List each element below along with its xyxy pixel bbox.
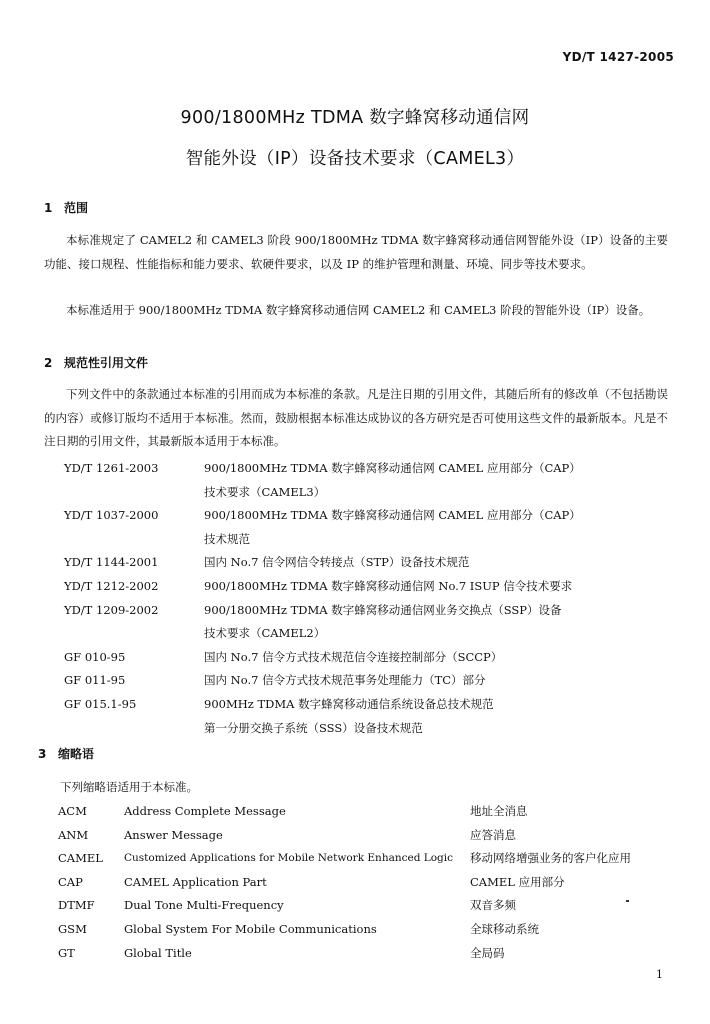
- reference-item: [64, 457, 664, 504]
- abbreviation-chinese: 全局码: [470, 945, 505, 960]
- abbreviation-item: [58, 847, 678, 871]
- reference-title: 国内 No.7 信令网信令转接点（STP）设备技术规范: [204, 555, 470, 570]
- reference-title: 国内 No.7 信令方式技术规范信令连接控制部分（SCCP）: [204, 649, 503, 664]
- abbreviation-code: GT: [58, 945, 75, 960]
- abbreviation-code: ANM: [58, 827, 89, 842]
- abbreviation-english: Customized Applications for Mobile Network Enhanced Logic: [124, 852, 454, 865]
- section-title: 规范性引用文件: [64, 356, 149, 370]
- reference-title: [204, 504, 664, 551]
- reference-list: [64, 457, 664, 740]
- page-number: 1: [656, 968, 663, 981]
- reference-title: 国内 No.7 信令方式技术规范事务处理能力（TC）部分: [204, 673, 486, 688]
- reference-code: YD/T 1209-2002: [64, 602, 159, 617]
- reference-item: [64, 504, 664, 551]
- abbreviation-english: Address Complete Message: [124, 804, 286, 818]
- reference-code: GF 015.1-95: [64, 696, 137, 711]
- abbreviation-code: CAP: [58, 874, 83, 889]
- section-number: 1: [44, 201, 53, 215]
- section-title: 缩略语: [58, 747, 95, 761]
- reference-title: 900/1800MHz TDMA 数字蜂窝移动通信网 No.7 ISUP 信令技术要求: [204, 578, 573, 593]
- abbreviation-item: [58, 894, 678, 918]
- abbreviation-chinese: 全球移动系统: [470, 921, 539, 936]
- document-title-line2: 智能外设（IP）设备技术要求（CAMEL3）: [185, 149, 525, 169]
- scope-paragraph-2: 本标准适用于 900/1800MHz TDMA 数字蜂窝移动通信网 CAMEL2 和 CAMEL3 阶段的智能外设（IP）设备。: [66, 303, 651, 317]
- section-heading-abbreviations: [38, 745, 94, 762]
- reference-item: [64, 693, 664, 740]
- section-number: 3: [38, 747, 47, 761]
- abbreviation-chinese: 地址全消息: [470, 804, 528, 818]
- reference-code: YD/T 1212-2002: [64, 578, 159, 593]
- abbreviation-item: [58, 824, 678, 848]
- document-title-line1: 900/1800MHz TDMA 数字蜂窝移动通信网: [180, 108, 530, 128]
- reference-title-line: 900/1800MHz TDMA 数字蜂窝移动通信网 CAMEL 应用部分（CAP）: [204, 461, 581, 475]
- reference-title-line: 技术要求（CAMEL2）: [204, 626, 326, 641]
- reference-title-line: 900MHz TDMA 数字蜂窝移动通信系统设备总技术规范: [204, 696, 494, 711]
- abbreviation-item: [58, 918, 678, 942]
- reference-code: YD/T 1261-2003: [64, 461, 159, 475]
- section-heading-scope: [44, 199, 88, 216]
- reference-title-line: 技术要求（CAMEL3）: [204, 484, 326, 499]
- abbreviation-list: [58, 800, 678, 965]
- abbreviation-english: Dual Tone Multi-Frequency: [124, 898, 284, 913]
- abbreviation-code: CAMEL: [58, 851, 103, 866]
- abbreviation-item: [58, 871, 678, 895]
- section-title: 范围: [64, 201, 89, 215]
- abbreviation-item: [58, 942, 678, 966]
- standard-code: YD/T 1427-2005: [562, 50, 674, 64]
- abbreviation-chinese: 双音多频: [470, 898, 516, 913]
- reference-title-line: 900/1800MHz TDMA 数字蜂窝移动通信网业务交换点（SSP）设备: [204, 602, 562, 617]
- reference-title: [204, 457, 664, 504]
- abbreviation-code: ACM: [58, 804, 87, 818]
- abbreviation-item: [58, 800, 678, 824]
- scope-paragraph-1: 本标准规定了 CAMEL2 和 CAMEL3 阶段 900/1800MHz TDMA 数字蜂窝移动通信网智能外设（IP）设备的主要功能、接口规程、性能指标和能力要求、软硬件要求，以及 IP 的维护管理和测量、环境、同步等技术要求。: [44, 233, 668, 271]
- abbreviation-code: GSM: [58, 921, 87, 936]
- reference-item: [64, 599, 664, 646]
- reference-code: YD/T 1037-2000: [64, 508, 159, 523]
- reference-item: [64, 551, 664, 575]
- reference-code: GF 011-95: [64, 673, 126, 688]
- reference-item: [64, 575, 664, 599]
- reference-item: [64, 669, 664, 693]
- reference-title-line: 900/1800MHz TDMA 数字蜂窝移动通信网 CAMEL 应用部分（CAP）: [204, 508, 581, 523]
- abbreviations-intro: 下列缩略语适用于本标准。: [60, 780, 198, 794]
- abbreviation-english: Answer Message: [124, 827, 223, 842]
- abbreviation-english: CAMEL Application Part: [124, 874, 267, 889]
- abbreviation-chinese: 移动网络增强业务的客户化应用: [470, 851, 631, 866]
- abbreviation-chinese: 应答消息: [470, 827, 516, 842]
- abbreviation-english: Global System For Mobile Communications: [124, 921, 377, 936]
- abbreviation-chinese: CAMEL 应用部分: [470, 874, 565, 889]
- abbreviation-english: Global Title: [124, 945, 192, 960]
- scan-speck: [626, 900, 629, 902]
- section-heading-references: [44, 354, 148, 371]
- reference-title: [204, 599, 664, 646]
- references-intro: 下列文件中的条款通过本标准的引用而成为本标准的条款。凡是注日期的引用文件，其随后所有的修改单（不包括勘误的内容）或修订版均不适用于本标准。然而，鼓励根据本标准达成协议的各方研究是否可使用这些文件的最新版本。凡是不注日期的引用文件，其最新版本适用于本标准。: [44, 387, 668, 448]
- reference-title-line: 技术规范: [204, 531, 250, 546]
- reference-title-line: 第一分册交换子系统（SSS）设备技术规范: [204, 720, 423, 735]
- reference-code: YD/T 1144-2001: [64, 555, 159, 570]
- abbreviation-code: DTMF: [58, 898, 95, 913]
- reference-code: GF 010-95: [64, 649, 126, 664]
- reference-item: [64, 646, 664, 670]
- reference-title: [204, 693, 664, 740]
- section-number: 2: [44, 356, 53, 370]
